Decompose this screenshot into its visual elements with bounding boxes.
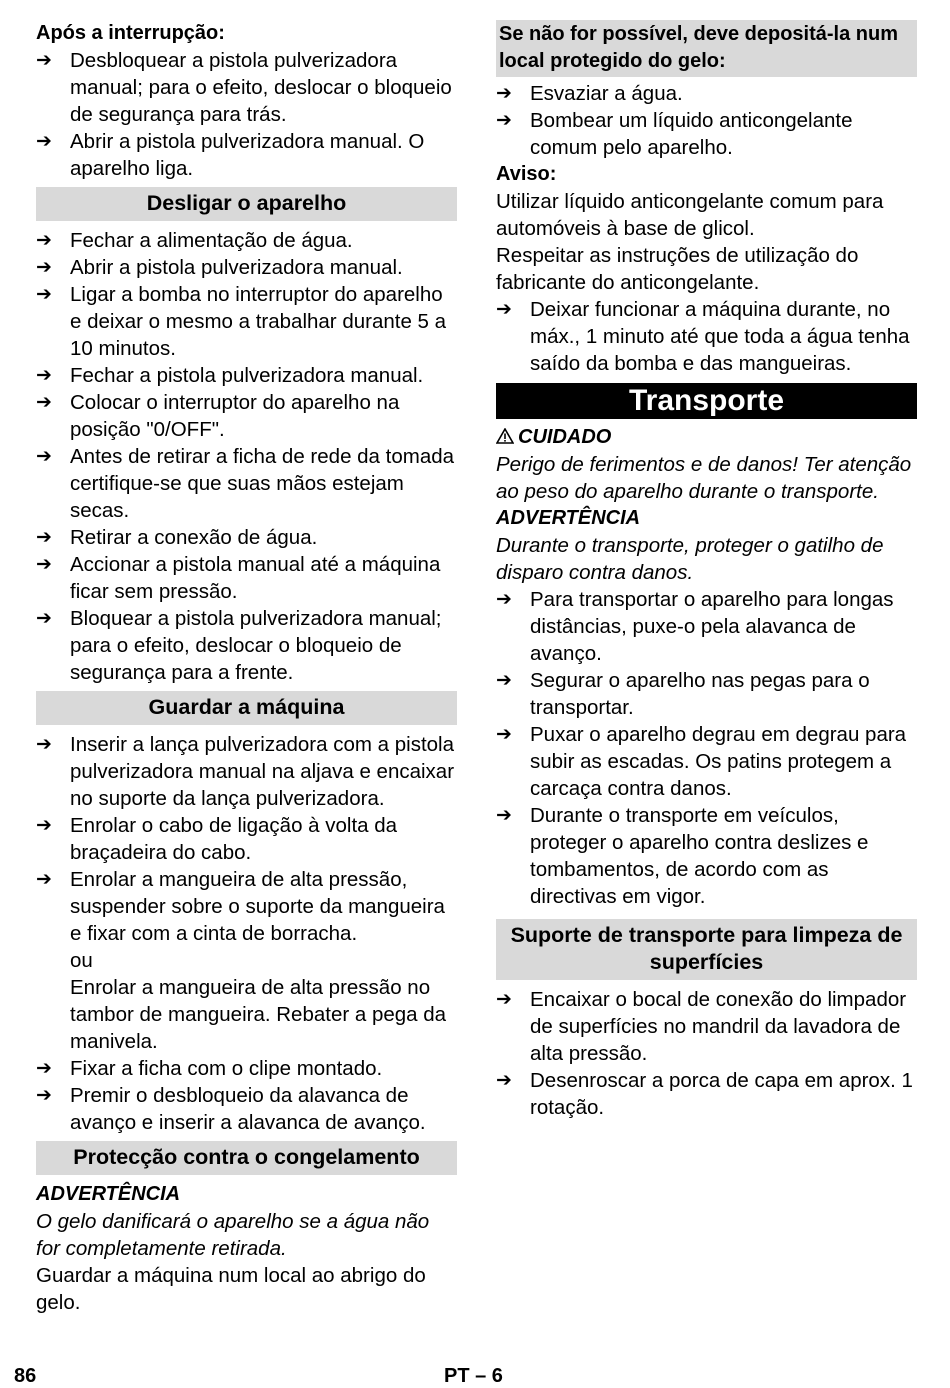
section-title-frost: Protecção contra o congelamento — [36, 1141, 457, 1175]
list-item-text: Esvaziar a água. — [530, 82, 683, 105]
arrow-right-icon: ➔ — [36, 365, 52, 386]
arrow-right-icon: ➔ — [36, 257, 52, 278]
right-column — [496, 20, 917, 1121]
arrow-right-icon: ➔ — [496, 724, 512, 745]
list-item — [496, 721, 917, 802]
page-label: PT – 6 — [444, 1365, 503, 1387]
transport-list — [496, 586, 917, 910]
list-item — [36, 1055, 457, 1082]
arrow-right-icon: ➔ — [496, 299, 512, 320]
warning-triangle-icon — [496, 424, 518, 451]
list-item — [36, 443, 457, 524]
arrow-right-icon: ➔ — [496, 589, 512, 610]
list-item-text: Durante o transporte em veículos, proteger o aparelho contra deslizes e tombamentos, de acordo com as directivas em vigor. — [530, 804, 869, 908]
page-number: 86 — [14, 1365, 37, 1387]
list-item — [36, 128, 457, 182]
arrow-right-icon: ➔ — [36, 1085, 52, 1106]
list-item-text: Abrir a pistola pulverizadora manual. — [70, 256, 403, 279]
list-item — [36, 731, 457, 812]
surface-list — [496, 986, 917, 1121]
arrow-right-icon: ➔ — [36, 392, 52, 413]
list-item-text: Bloquear a pistola pulverizadora manual; para o efeito, deslocar o bloqueio de segurança para a frente. — [70, 607, 442, 684]
caution-heading — [496, 424, 917, 451]
note-label: Aviso: — [496, 163, 557, 185]
list-item-text: Para transportar o aparelho para longas distâncias, puxe-o pela alavanca de avanço. — [530, 588, 894, 665]
list-item — [496, 802, 917, 910]
list-item-text: Inserir a lança pulverizadora com a pistola pulverizadora manual na aljava e encaixar no suporte da lança pulverizadora. — [70, 733, 455, 810]
arrow-right-icon: ➔ — [496, 83, 512, 104]
frost-warning-label: ADVERTÊNCIA — [36, 1183, 181, 1205]
list-item — [36, 254, 457, 281]
section-title-transport: Transporte — [496, 383, 917, 419]
caution-text: Perigo de ferimentos e de danos! Ter atenção ao peso do aparelho durante o transporte. — [496, 453, 912, 503]
list-item-text: Accionar a pistola manual até a máquina ficar sem pressão. — [70, 553, 441, 603]
list-item — [36, 389, 457, 443]
arrow-right-icon: ➔ — [36, 527, 52, 548]
list-item — [36, 1082, 457, 1136]
after-interruption-heading: Após a interrupção: — [36, 22, 225, 44]
list-item-text: Enrolar o cabo de ligação à volta da braçadeira do cabo. — [70, 814, 398, 864]
arrow-right-icon: ➔ — [36, 815, 52, 836]
list-item-text: Puxar o aparelho degrau em degrau para subir as escadas. Os patins protegem a carcaça contra danos. — [530, 723, 907, 800]
storage-list — [36, 731, 457, 1136]
list-item-text: Premir o desbloqueio da alavanca de avanço e inserir a alavanca de avanço. — [70, 1084, 426, 1134]
list-item — [36, 362, 457, 389]
frost-text: Guardar a máquina num local ao abrigo do gelo. — [36, 1264, 426, 1314]
section-title-storage: Guardar a máquina — [36, 691, 457, 725]
list-item-text: Deixar funcionar a máquina durante, no máx., 1 minuto até que toda a água tenha saído da bomba e das mangueiras. — [530, 298, 910, 375]
list-item — [36, 524, 457, 551]
list-item — [36, 47, 457, 128]
list-item — [36, 866, 457, 1055]
list-item-text: Desbloquear a pistola pulverizadora manual; para o efeito, deslocar o bloqueio de segurança para trás. — [70, 49, 452, 126]
arrow-right-icon: ➔ — [36, 284, 52, 305]
list-item-text: Segurar o aparelho nas pegas para o transportar. — [530, 669, 870, 719]
section-title-surface: Suporte de transporte para limpeza de superfícies — [496, 919, 917, 980]
list-item — [496, 296, 917, 377]
transport-warning-text: Durante o transporte, proteger o gatilho de disparo contra danos. — [496, 534, 884, 584]
arrow-right-icon: ➔ — [496, 110, 512, 131]
list-item-text: Colocar o interruptor do aparelho na posição "0/OFF". — [70, 391, 400, 441]
list-item-text: Fechar a pistola pulverizadora manual. — [70, 364, 424, 387]
list-item — [496, 80, 917, 107]
arrow-right-icon: ➔ — [36, 50, 52, 71]
list-item — [496, 586, 917, 667]
list-item-text: Encaixar o bocal de conexão do limpador de superfícies no mandril da lavadora de alta pressão. — [530, 988, 907, 1065]
switch-off-list — [36, 227, 457, 686]
list-item-text: Retirar a conexão de água. — [70, 526, 318, 549]
list-item-text: Fixar a ficha com o clipe montado. — [70, 1057, 383, 1080]
list-item — [36, 281, 457, 362]
list-item-text: Fechar a alimentação de água. — [70, 229, 353, 252]
note-text-2: Respeitar as instruções de utilização do fabricante do anticongelante. — [496, 244, 859, 294]
left-column — [36, 20, 457, 1316]
frost-continued-list-2 — [496, 296, 917, 377]
frost-continued-list — [496, 80, 917, 161]
list-item-text: Abrir a pistola pulverizadora manual. O aparelho liga. — [70, 130, 425, 180]
arrow-right-icon: ➔ — [36, 869, 52, 890]
frost-continued-heading: Se não for possível, deve depositá-la num local protegido do gelo: — [496, 20, 917, 77]
list-item-text: Antes de retirar a ficha de rede da tomada certifique-se que suas mãos estejam secas. — [70, 445, 455, 522]
list-item-text: Ligar a bomba no interruptor do aparelho e deixar o mesmo a trabalhar durante 5 a 10 minutos. — [70, 283, 447, 360]
arrow-right-icon: ➔ — [36, 734, 52, 755]
list-item — [36, 227, 457, 254]
arrow-right-icon: ➔ — [36, 554, 52, 575]
arrow-right-icon: ➔ — [496, 1070, 512, 1091]
list-item — [36, 812, 457, 866]
list-item-text: Desenroscar a porca de capa em aprox. 1 rotação. — [530, 1069, 913, 1119]
arrow-right-icon: ➔ — [36, 1058, 52, 1079]
list-item — [496, 986, 917, 1067]
arrow-right-icon: ➔ — [36, 446, 52, 467]
section-title-switch-off: Desligar o aparelho — [36, 187, 457, 221]
list-item — [36, 551, 457, 605]
arrow-right-icon: ➔ — [36, 608, 52, 629]
note-text-1: Utilizar líquido anticongelante comum para automóveis à base de glicol. — [496, 190, 884, 240]
list-item-text: Bombear um líquido anticongelante comum pelo aparelho. — [530, 109, 853, 159]
frost-warning-text: O gelo danificará o aparelho se a água não for completamente retirada. — [36, 1210, 430, 1260]
arrow-right-icon: ➔ — [496, 670, 512, 691]
arrow-right-icon: ➔ — [36, 230, 52, 251]
list-item — [496, 1067, 917, 1121]
after-interruption-list — [36, 47, 457, 182]
arrow-right-icon: ➔ — [36, 131, 52, 152]
caution-label: CUIDADO — [518, 426, 612, 448]
list-item-text: Enrolar a mangueira de alta pressão, suspender sobre o suporte da mangueira e fixar com a cinta de borracha. ou Enrolar a mangueira de alta pressão no tambor de mangueira. Rebater a pega da manivela. — [70, 868, 447, 1053]
arrow-right-icon: ➔ — [496, 805, 512, 826]
transport-warning-label: ADVERTÊNCIA — [496, 507, 641, 529]
arrow-right-icon: ➔ — [496, 989, 512, 1010]
list-item — [496, 667, 917, 721]
list-item — [496, 107, 917, 161]
list-item — [36, 605, 457, 686]
